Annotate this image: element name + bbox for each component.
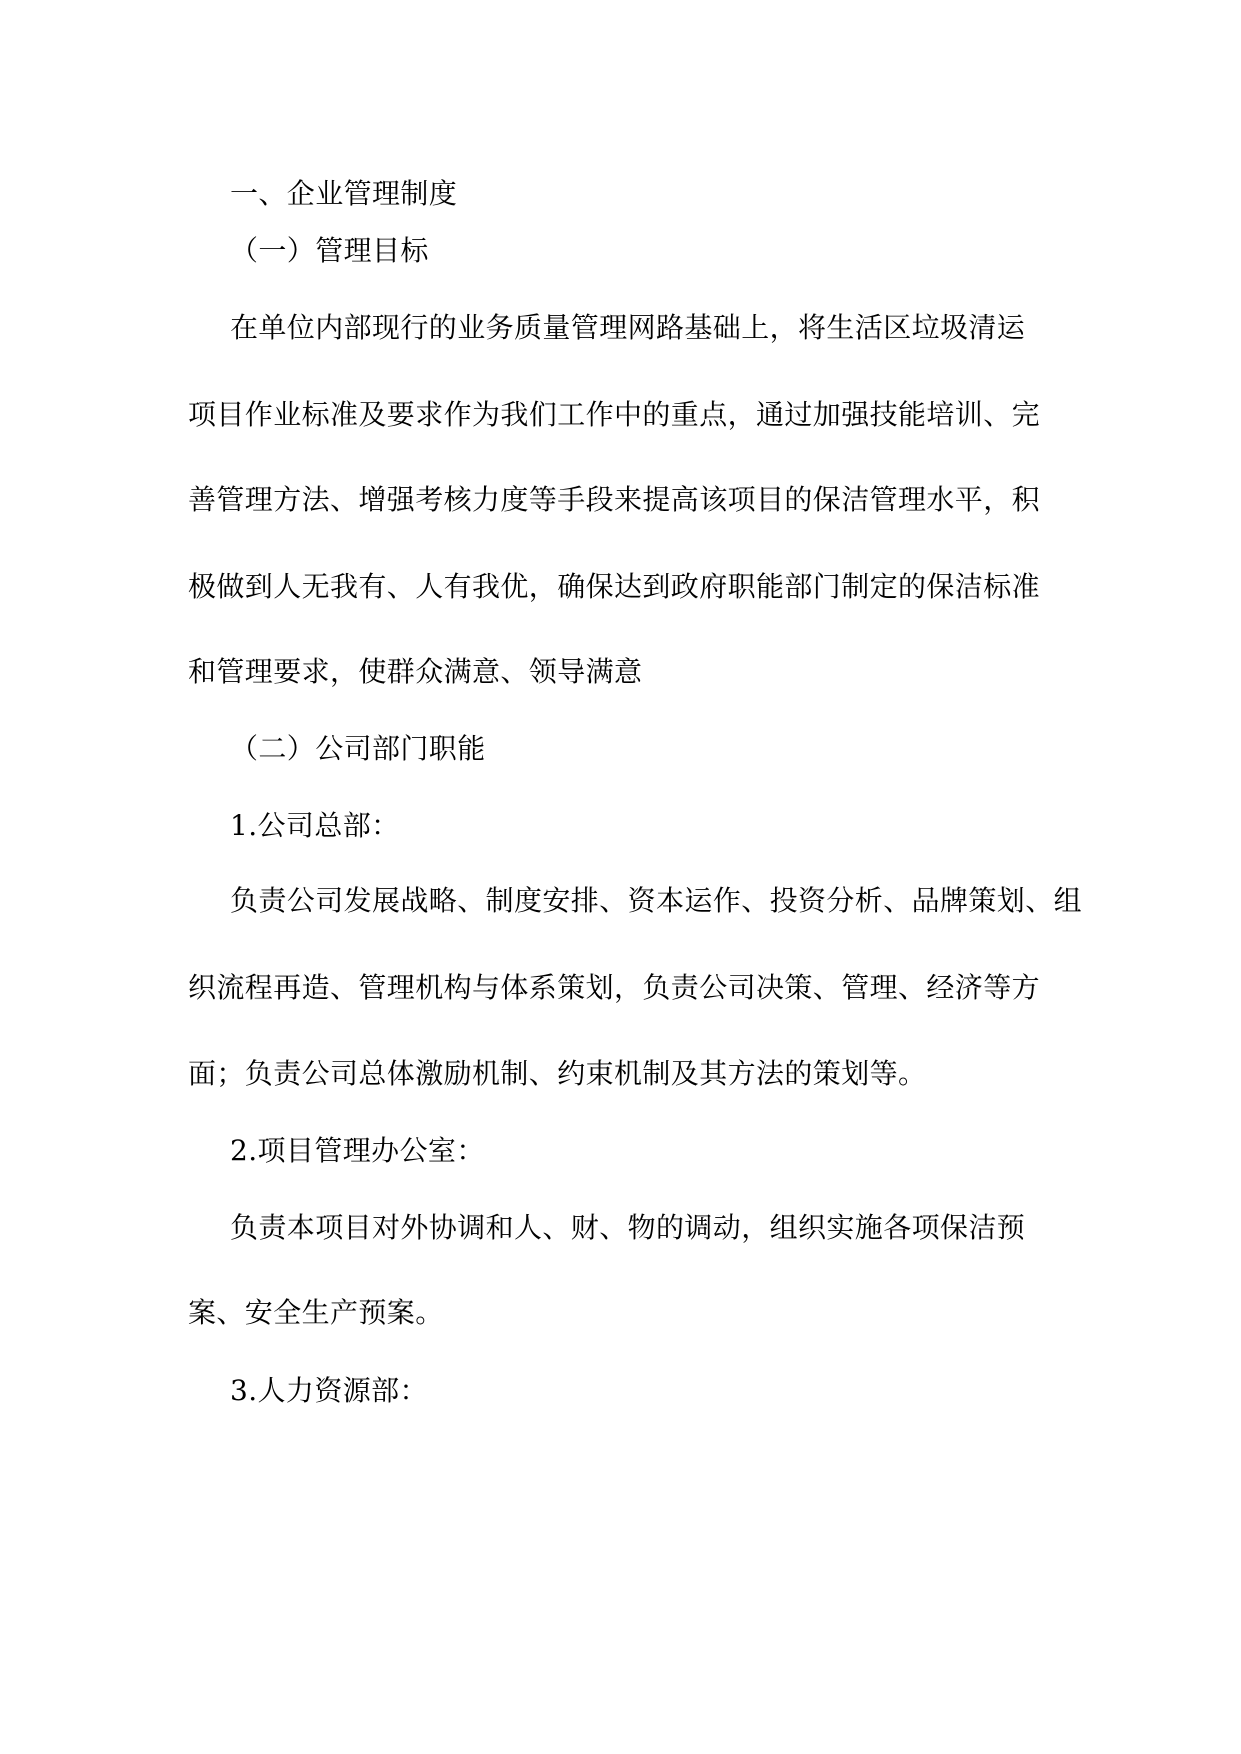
section-title-department-functions: （二）公司部门职能 bbox=[230, 732, 486, 765]
item-number: 2. bbox=[230, 1134, 258, 1167]
paragraph-line: 和管理要求，使群众满意、领导满意 bbox=[188, 655, 643, 688]
section-title-management-goals: （一）管理目标 bbox=[230, 234, 429, 267]
item-heading-human-resources bbox=[230, 1371, 1100, 1411]
paragraph-line: 织流程再造、管理机构与体系策划，负责公司决策、管理、经济等方 bbox=[188, 971, 1041, 1004]
item-title: 项目管理办公室： bbox=[257, 1134, 485, 1167]
item-number: 1. bbox=[230, 809, 258, 842]
item-title: 公司总部： bbox=[257, 809, 400, 842]
item-heading-project-office bbox=[230, 1131, 1100, 1171]
paragraph-line: 善管理方法、增强考核力度等手段来提高该项目的保洁管理水平，积 bbox=[188, 483, 1041, 516]
paragraph-line: 在单位内部现行的业务质量管理网路基础上，将生活区垃圾清运 bbox=[230, 311, 1026, 344]
paragraph-line: 极做到人无我有、人有我优，确保达到政府职能部门制定的保洁标准 bbox=[188, 570, 1041, 603]
paragraph-line: 面；负责公司总体激励机制、约束机制及其方法的策划等。 bbox=[188, 1057, 927, 1090]
item-title: 人力资源部： bbox=[257, 1374, 428, 1407]
paragraph-line: 项目作业标准及要求作为我们工作中的重点，通过加强技能培训、完 bbox=[188, 398, 1041, 431]
item-number: 3. bbox=[230, 1374, 258, 1407]
paragraph-line: 负责本项目对外协调和人、财、物的调动，组织实施各项保洁预 bbox=[230, 1211, 1026, 1244]
item-heading-headquarters bbox=[230, 806, 1100, 846]
heading-enterprise-management: 一、企业管理制度 bbox=[230, 177, 458, 210]
paragraph-line: 负责公司发展战略、制度安排、资本运作、投资分析、品牌策划、组 bbox=[230, 884, 1083, 917]
paragraph-line: 案、安全生产预案。 bbox=[188, 1296, 444, 1329]
